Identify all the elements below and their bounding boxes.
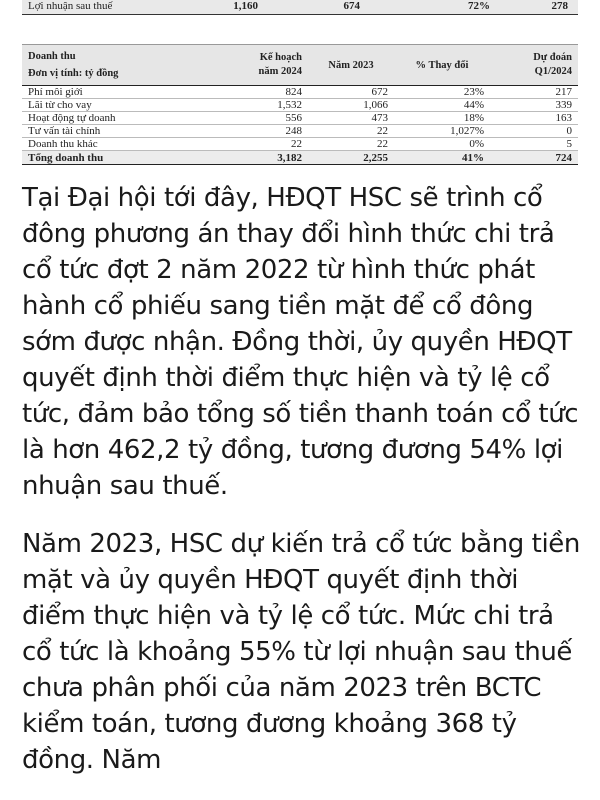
row-plan: 248 bbox=[208, 125, 308, 138]
row-2023: 22 bbox=[308, 125, 394, 138]
profit-q1-value: 278 bbox=[551, 0, 568, 12]
row-q1: 163 bbox=[490, 112, 578, 125]
header-revenue-title: Doanh thu bbox=[28, 51, 76, 62]
total-label: Tổng doanh thu bbox=[22, 151, 208, 165]
row-plan: 556 bbox=[208, 112, 308, 125]
header-forecast-line2: Q1/2024 bbox=[534, 66, 572, 77]
header-unit: Đơn vị tính: tỷ đồng bbox=[28, 68, 119, 79]
row-q1: 339 bbox=[490, 99, 578, 112]
table-row bbox=[22, 138, 578, 151]
row-change: 44% bbox=[394, 99, 490, 112]
article-paragraph-2: Năm 2023, HSC dự kiến trả cổ tức bằng tiền mặt và ủy quyền HĐQT quyết định thời điểm thực hiện và tỷ lệ cổ tức. Mức chi trả cổ tức là khoảng 55% từ lợi nhuận sau thuế chưa phân phối của năm 2023 trên BCTC kiểm toán, tương đương khoảng 368 tỷ đồng. Năm bbox=[22, 529, 580, 775]
table-row bbox=[22, 99, 578, 112]
profit-change-value: 72% bbox=[468, 0, 490, 12]
row-2023: 672 bbox=[308, 86, 394, 99]
row-label: Phí môi giới bbox=[22, 86, 208, 99]
revenue-table bbox=[22, 44, 578, 165]
row-2023: 22 bbox=[308, 138, 394, 151]
profit-after-tax-label: Lợi nhuận sau thuế bbox=[28, 0, 113, 12]
total-q1: 724 bbox=[490, 151, 578, 165]
row-q1: 217 bbox=[490, 86, 578, 99]
profit-after-tax-row bbox=[22, 0, 578, 15]
profit-plan-value: 1,160 bbox=[233, 0, 258, 12]
total-plan: 3,182 bbox=[208, 151, 308, 165]
header-plan-line2: năm 2024 bbox=[258, 66, 302, 77]
row-label: Hoạt động tự doanh bbox=[22, 112, 208, 125]
row-2023: 1,066 bbox=[308, 99, 394, 112]
row-2023: 473 bbox=[308, 112, 394, 125]
total-change: 41% bbox=[394, 151, 490, 165]
table-header-row bbox=[22, 45, 578, 86]
row-label: Lãi từ cho vay bbox=[22, 99, 208, 112]
total-2023: 2,255 bbox=[308, 151, 394, 165]
row-plan: 824 bbox=[208, 86, 308, 99]
row-q1: 5 bbox=[490, 138, 578, 151]
row-label: Doanh thu khác bbox=[22, 138, 208, 151]
article-body bbox=[22, 180, 587, 800]
table-row bbox=[22, 125, 578, 138]
header-revenue bbox=[22, 45, 208, 86]
header-plan-2024 bbox=[208, 45, 308, 86]
article-paragraph-1: Tại Đại hội tới đây, HĐQT HSC sẽ trình cổ đông phương án thay đổi hình thức chi trả cổ tức đợt 2 năm 2022 từ hình thức phát hành cổ phiếu sang tiền mặt để cổ đông sớm được nhận. Đồng thời, ủy quyền HĐQT quyết định thời điểm thực hiện và tỷ lệ cổ tức, đảm bảo tổng số tiền thanh toán cổ tức là hơn 462,2 tỷ đồng, tương đương 54% lợi nhuận sau thuế. bbox=[22, 183, 579, 501]
row-change: 18% bbox=[394, 112, 490, 125]
row-change: 23% bbox=[394, 86, 490, 99]
row-plan: 1,532 bbox=[208, 99, 308, 112]
header-plan-line1: Kế hoạch bbox=[259, 52, 302, 63]
profit-2023-value: 674 bbox=[343, 0, 360, 12]
header-forecast-line1: Dự đoán bbox=[533, 52, 572, 63]
row-plan: 22 bbox=[208, 138, 308, 151]
row-q1: 0 bbox=[490, 125, 578, 138]
header-forecast-q1 bbox=[490, 45, 578, 86]
row-change: 1,027% bbox=[394, 125, 490, 138]
header-year-2023: Năm 2023 bbox=[308, 45, 394, 86]
row-change: 0% bbox=[394, 138, 490, 151]
table-row bbox=[22, 86, 578, 99]
table-total-row bbox=[22, 151, 578, 165]
row-label: Tư vấn tài chính bbox=[22, 125, 208, 138]
table-row bbox=[22, 112, 578, 125]
header-change: % Thay đổi bbox=[394, 45, 490, 86]
